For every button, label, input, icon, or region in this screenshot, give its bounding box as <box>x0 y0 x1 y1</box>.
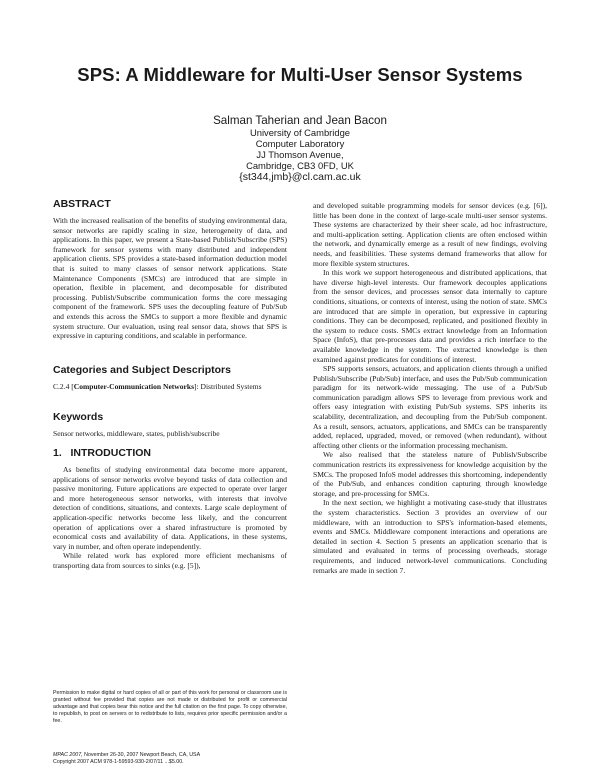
categories-heading: Categories and Subject Descriptors <box>53 364 231 376</box>
right-column <box>313 201 547 575</box>
abstract-heading: ABSTRACT <box>53 198 111 210</box>
abstract-text: With the increased realisation of the benefits of studying environmental data, sensor networks are rapidly scaling in size, heterogeneity of data, and applications. In this paper, we present a State-based Publish/Subscribe (SPS) framework for sensor systems with many distributed and independent application clients. SPS provides a state-based information deduction model that is suited to many classes of sensor network applications. State Maintenance Components (SMCs) are introduced that are simple in operation, flexible in placement, and decomposable for distributed processing. Publish/Subscribe communication forms the core messaging component of the framework. SPS uses the decoupling feature of Pub/Sub and extends this across the SMCs to support a more flexible and dynamic system structure. Our evaluation, using real sensor data, shows that SPS is expressive in capturing conditions, and scalable in performance. <box>53 216 287 341</box>
keywords-text: Sensor networks, middleware, states, publish/subscribe <box>53 429 220 438</box>
body-paragraph: SPS supports sensors, actuators, and application clients through a unified Publish/Subscribe (Pub/Sub) interface, and uses the Pub/Sub communication paradigm for its network-wide messaging. The use of a Pub/Sub communication paradigm allows SPS to leverage from previous work and offers easy integration with existing Pub/Sub systems. SPS inherits its scalability, decentralization, and decoupling from the Pub/Sub component. As a result, sensors, actuators, applications, and SMCs can be transparently added, replaced, upgraded, moved, or removed (when redundant), without affecting other clients or the information processing mechanism. <box>313 364 547 450</box>
body-paragraph: and developed suitable programming models for sensor devices (e.g. [6]), little has been done in the context of large-scale multi-user sensor systems. These systems are characterized by their sheer scale, ad hoc infrastructure, and multi-application setting. Application clients are often enclosed within the network, and dynamically emerge as a result of new findings, evolving needs, and feasibilities. These systems demand frameworks that allow for more flexible system structures. <box>313 201 547 268</box>
copyright-line: Copyright 2007 ACM 978-1-59593-930-2/07/11 ...$5.00. <box>53 758 184 765</box>
conference-date-location: November 26-30, 2007 Newport Beach, CA, USA <box>82 752 201 758</box>
conference-venue: MPAC 2007, <box>53 752 83 758</box>
conference-info <box>53 752 287 766</box>
author-block <box>100 114 500 183</box>
categories-section <box>53 364 287 392</box>
category-rest: ]: Distributed Systems <box>194 382 262 391</box>
intro-paragraph: As benefits of studying environmental data become more apparent, applications of sensor networks evolve beyond tasks of data collection and passive monitoring. Future applications are expected to operate over larger and more heterogeneous sensor networks, with interests that involve detection of conditions, situations, and contexts. Large scale deployment of application-specific networks become less likely, and the concurrent operation of applications over a shared infrastructure is promoted by economical costs and availability of data. Applications, in these systems, vary in number, and often operate independently. <box>53 465 287 551</box>
author-names: Salman Taherian and Jean Bacon <box>213 114 387 127</box>
categories-text <box>53 382 287 392</box>
affiliation-line: Cambridge, CB3 0FD, UK <box>246 160 354 171</box>
affiliation-line: JJ Thomson Avenue, <box>256 149 344 160</box>
keywords-section <box>53 411 287 439</box>
category-name: Computer-Communication Networks <box>73 382 195 391</box>
affiliation-line: University of Cambridge <box>249 127 351 138</box>
body-paragraph: We also realised that the stateless nature of Publish/Subscribe communication restricts its expressiveness for knowledge acquisition by the SMCs. The proposed InfoS model addresses this shortcoming, independently of the Pub/Sub, and enhances condition capturing through knowledge storage, and pre-processing for SMCs. <box>313 450 547 498</box>
introduction-heading: 1. INTRODUCTION <box>53 447 152 459</box>
category-code: C.2.4 [ <box>53 382 74 391</box>
permission-notice: Permission to make digital or hard copies of all or part of this work for personal or classroom use is granted without fee provided that copies are not made or distributed for profit or commercial advantage and that copies bear this notice and the full citation on the first page. To copy otherwise, to republish, to post on servers or to redistribute to lists, requires prior specific permission and/or a fee. <box>53 690 287 724</box>
introduction-section <box>53 447 287 571</box>
body-paragraph: In this work we support heterogeneous and distributed applications, that have diverse high-level interests. Our framework decouples applications from the sensor devices, and processes sensor data internally to capture conditions, situations, or contexts of interest, using the notion of state. SMCs are introduced that are simple in operation, but expressive in capturing conditions. They can be decomposed, replicated, and positioned flexibly in the system to reduce costs. SMCs extract knowledge from an Information Space (InfoS), that pre-processes data and provides a rich interface to the available knowledge in the system. The extracted knowledge is then examined against predicates for conditions of interest. <box>313 268 547 364</box>
author-email: {st344,jmb}@cl.cam.ac.uk <box>239 171 361 183</box>
paper-title: SPS: A Middleware for Multi-User Sensor Systems <box>77 64 523 85</box>
body-paragraph: In the next section, we highlight a motivating case-study that illustrates the system characteristics. Section 3 provides an overview of our middleware, with an introduction to SPS's information-based elements, events and SMCs. Middleware component interactions and operations are detailed in section 4. Section 5 presents an application scenario that is simulated and evaluated in terms of processing overheads, storage requirements, and induced network-level communications. Concluding remarks are made in section 7. <box>313 498 547 575</box>
abstract-section <box>53 198 287 341</box>
keywords-heading: Keywords <box>53 411 104 423</box>
affiliation-line: Computer Laboratory <box>255 138 345 149</box>
intro-paragraph: While related work has explored more efficient mechanisms of transporting data from sources to sinks (e.g. [5]), <box>53 551 287 570</box>
